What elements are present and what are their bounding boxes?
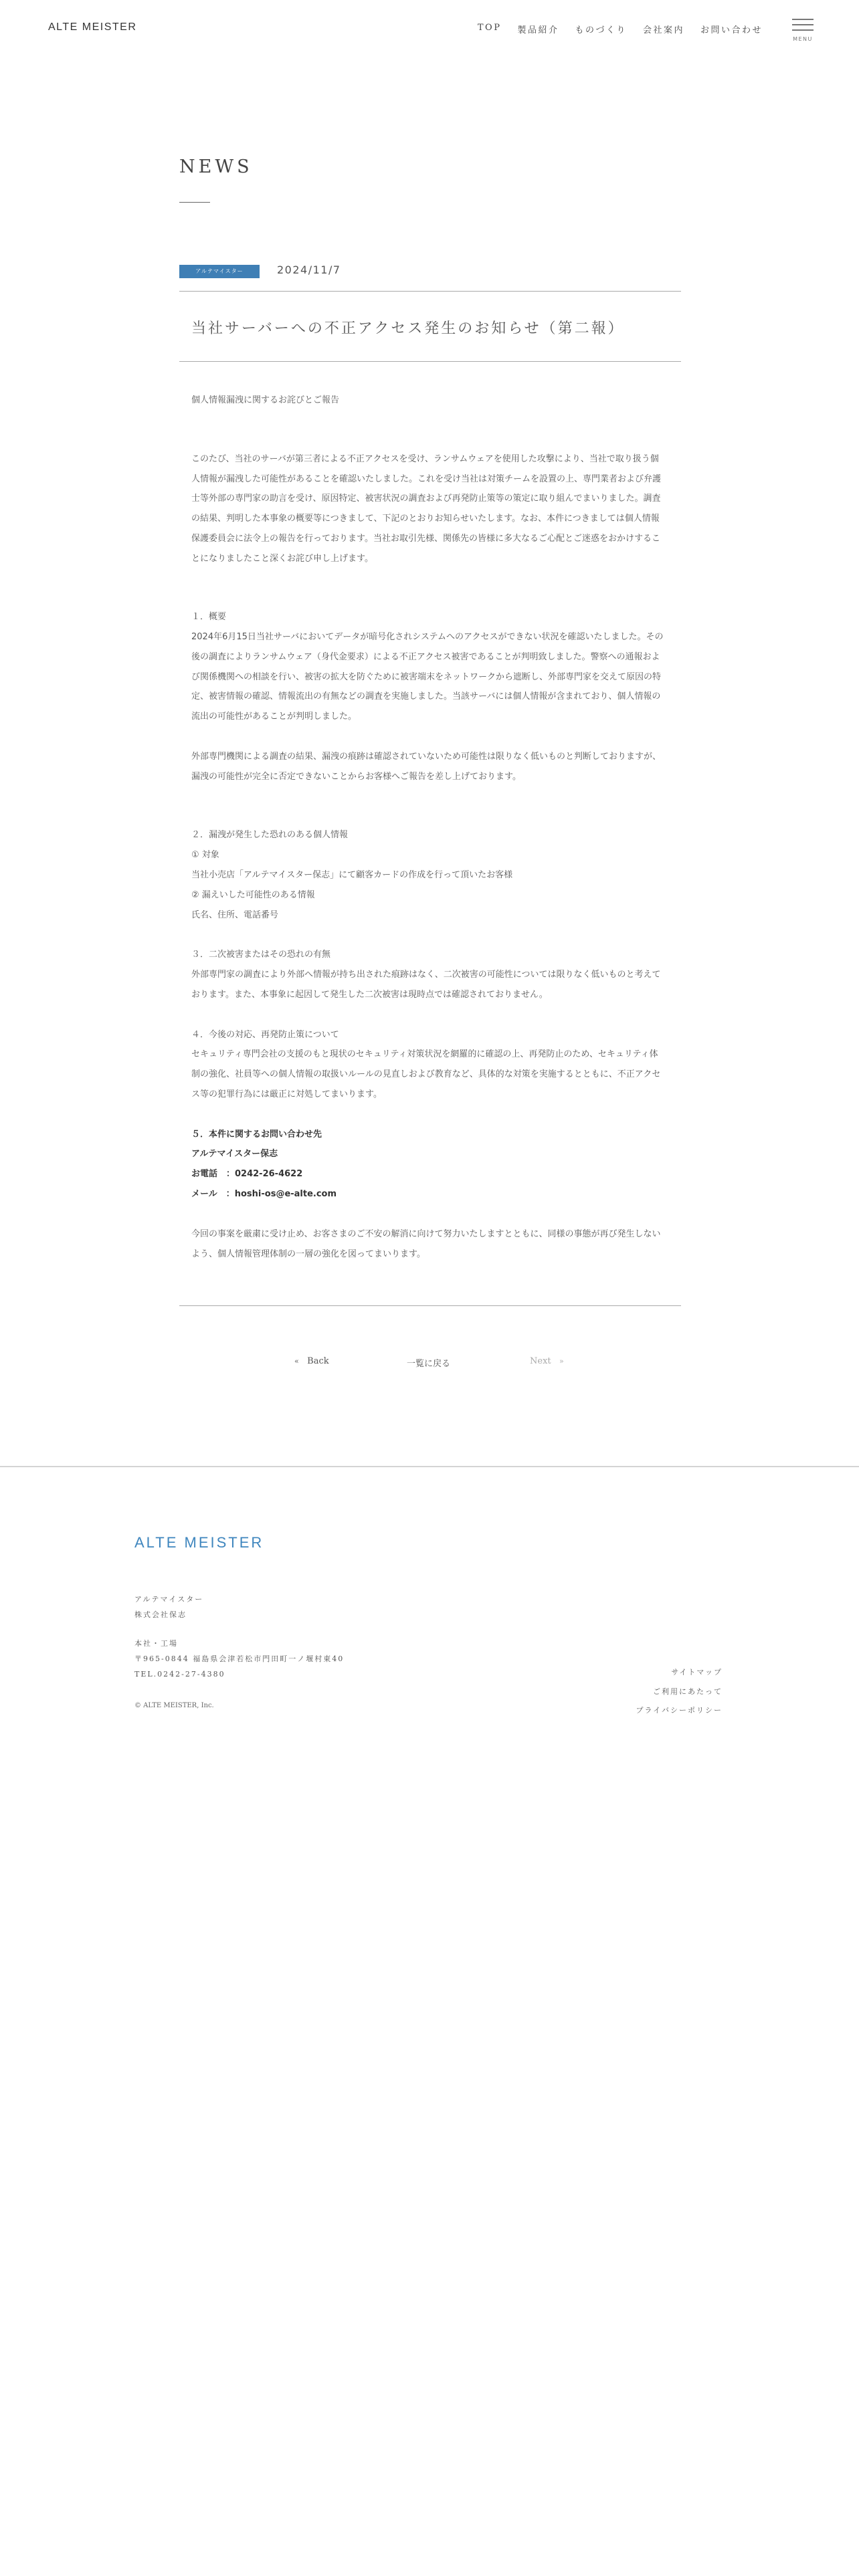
section-3-text: 外部専門家の調査により外部へ情報が持ち出された痕跡はなく、二次被害の可能性については限りなく低いものと考えております。また、本事象に起因して発生した二次被害は現時点では確認されておりません。 — [191, 970, 661, 1000]
site-logo[interactable]: ALTE MEISTER — [48, 21, 137, 33]
nav-top[interactable]: TOP — [477, 23, 502, 33]
section-1-text: 2024年6月15日当社サーバにおいてデータが暗号化されシステムへのアクセスができない状況を確認いたしました。その後の調査によりランサムウェア（身代金要求）による不正アクセス被害であることが判明致しました。警察への通報および関係機関への相談を行い、被害の拡大を防ぐために被害端末をネットワークから遮断し、外部専門家を交えて原因の特定、被害情報の確認、情報流出の有無などの調査を実施しました。当該サーバには個人情報が含まれており、個人情報の流出の可能性があることが判明しました。 — [191, 632, 664, 722]
heading-underline — [179, 202, 210, 203]
nav-company[interactable]: 会社案内 — [642, 25, 684, 35]
footer-links — [636, 1663, 723, 1721]
company-name-kana: アルテマイスター — [134, 1595, 204, 1604]
footer-link-terms[interactable]: ご利用にあたって — [653, 1687, 723, 1696]
section-2-target-label: ① 対象 — [191, 850, 219, 861]
section-1-text-2: 外部専門機関による調査の結果、漏洩の痕跡は確認されていないため可能性は限りなく低いものと判断しておりますが、漏洩の可能性が完全に否定できないことからお客様へご報告を差し上げております。 — [191, 751, 662, 782]
pagination — [179, 1356, 681, 1372]
back-link[interactable] — [294, 1356, 329, 1366]
category-badge[interactable]: アルテマイスター — [179, 265, 260, 278]
intro-heading: 個人情報漏洩に関するお詫びとご報告 — [191, 395, 340, 405]
address-text: 〒965-0844 福島県会津若松市門田町一ノ堰村東40 — [134, 1654, 345, 1664]
contact-email: メール ：hoshi-os@e-alte.com — [191, 1188, 337, 1199]
nav-monozukuri[interactable]: ものづくり — [575, 25, 627, 35]
hamburger-icon — [792, 19, 814, 20]
section-2-heading: ２．漏洩が発生した恐れのある個人情報 — [191, 830, 349, 841]
back-label: Back — [307, 1356, 329, 1366]
company-name: 株式会社保志 — [134, 1610, 187, 1620]
article-meta — [179, 263, 681, 292]
section-heading: NEWS — [179, 156, 253, 177]
copyright: © ALTE MEISTER, Inc. — [134, 1702, 214, 1709]
next-link[interactable] — [530, 1356, 564, 1366]
next-label: Next — [530, 1356, 551, 1366]
section-4-heading: ４．今後の対応、再発防止策について — [191, 1029, 339, 1040]
section-2-info-label: ② 漏えいした可能性のある情報 — [191, 889, 315, 900]
section-1-heading: １．概要 — [191, 612, 227, 623]
double-chevron-right-icon: » — [559, 1357, 564, 1366]
section-3-heading: ３．二次被害またはその恐れの有無 — [191, 950, 331, 960]
hamburger-icon-bar — [792, 29, 814, 31]
section-2-info: 氏名、住所、電話番号 — [191, 909, 279, 920]
article-body — [191, 391, 665, 1264]
divider — [179, 1305, 681, 1306]
closing-paragraph: 今回の事案を厳粛に受け止め、お客さまのご不安の解消に向けて努力いたしますとともに、同様の事態が再び発生しないよう、個人情報管理体制の一層の強化を図ってまいります。 — [191, 1228, 661, 1259]
double-chevron-left-icon: « — [294, 1357, 299, 1366]
nav-contact[interactable]: お問い合わせ — [700, 25, 763, 35]
section-4-text: セキュリティ専門会社の支援のもと現状のセキュリティ対策状況を網羅的に確認の上、再発防止のため、セキュリティ体制の強化、社員等への個人情報の取扱いルールの見直しおよび教育など、具体的な対策を実施するとともに、不正アクセス等の犯罪行為には厳正に対処してまいります。 — [191, 1049, 661, 1099]
global-nav — [478, 23, 763, 35]
nav-products[interactable]: 製品紹介 — [517, 25, 559, 35]
section-5-heading: ５．本件に関するお問い合わせ先 — [191, 1129, 322, 1140]
footer-logo[interactable]: ALTE MEISTER — [134, 1534, 264, 1551]
section-2-target: 当社小売店「アルテマイスター保志」にて顧客カードの作成を行って頂いたお客様 — [191, 870, 513, 881]
contact-company: アルテマイスター保志 — [191, 1149, 278, 1160]
menu-button[interactable] — [791, 17, 815, 45]
post-date: 2024/11/7 — [277, 263, 341, 276]
address-label: 本社・工場 — [134, 1639, 178, 1648]
contact-phone: お電話 ：0242-26-4622 — [191, 1169, 303, 1180]
footer-address — [134, 1636, 344, 1682]
footer-divider — [0, 1466, 859, 1467]
intro-paragraph: このたび、当社のサーバが第三者による不正アクセスを受け、ランサムウェアを使用した攻撃により、当社で取り扱う個人情報が漏洩した可能性があることを確認いたしました。これを受け当社は対策チームを設置の上、専門業者および弁護士等外部の専門家の助言を受け、原因特定、被害状況の調査および再発防止策等の策定に取り組んでまいりました。調査の結果、判明した本事象の概要等につきまして、下記のとおりお知らせいたします。なお、本件につきましては個人情報保護委員会に法令上の報告を行っております。当社お取引先様、関係先の皆様に多大なるご心配とご迷惑をおかけすることになりましたこと深くお詫び申し上げます。 — [191, 453, 662, 564]
back-to-list-link[interactable]: 一覧に戻る — [407, 1359, 451, 1369]
hamburger-icon-bar — [792, 24, 814, 25]
phone-number: TEL.0242-27-4380 — [134, 1670, 225, 1679]
footer-company — [134, 1592, 203, 1622]
footer-link-privacy[interactable]: プライバシーポリシー — [636, 1706, 723, 1715]
article-title: 当社サーバーへの不正アクセス発生のお知らせ（第二報） — [191, 320, 625, 337]
site-header — [0, 0, 859, 60]
footer-link-sitemap[interactable]: サイトマップ — [671, 1668, 723, 1677]
menu-label: MENU — [793, 36, 813, 42]
divider — [179, 361, 681, 362]
